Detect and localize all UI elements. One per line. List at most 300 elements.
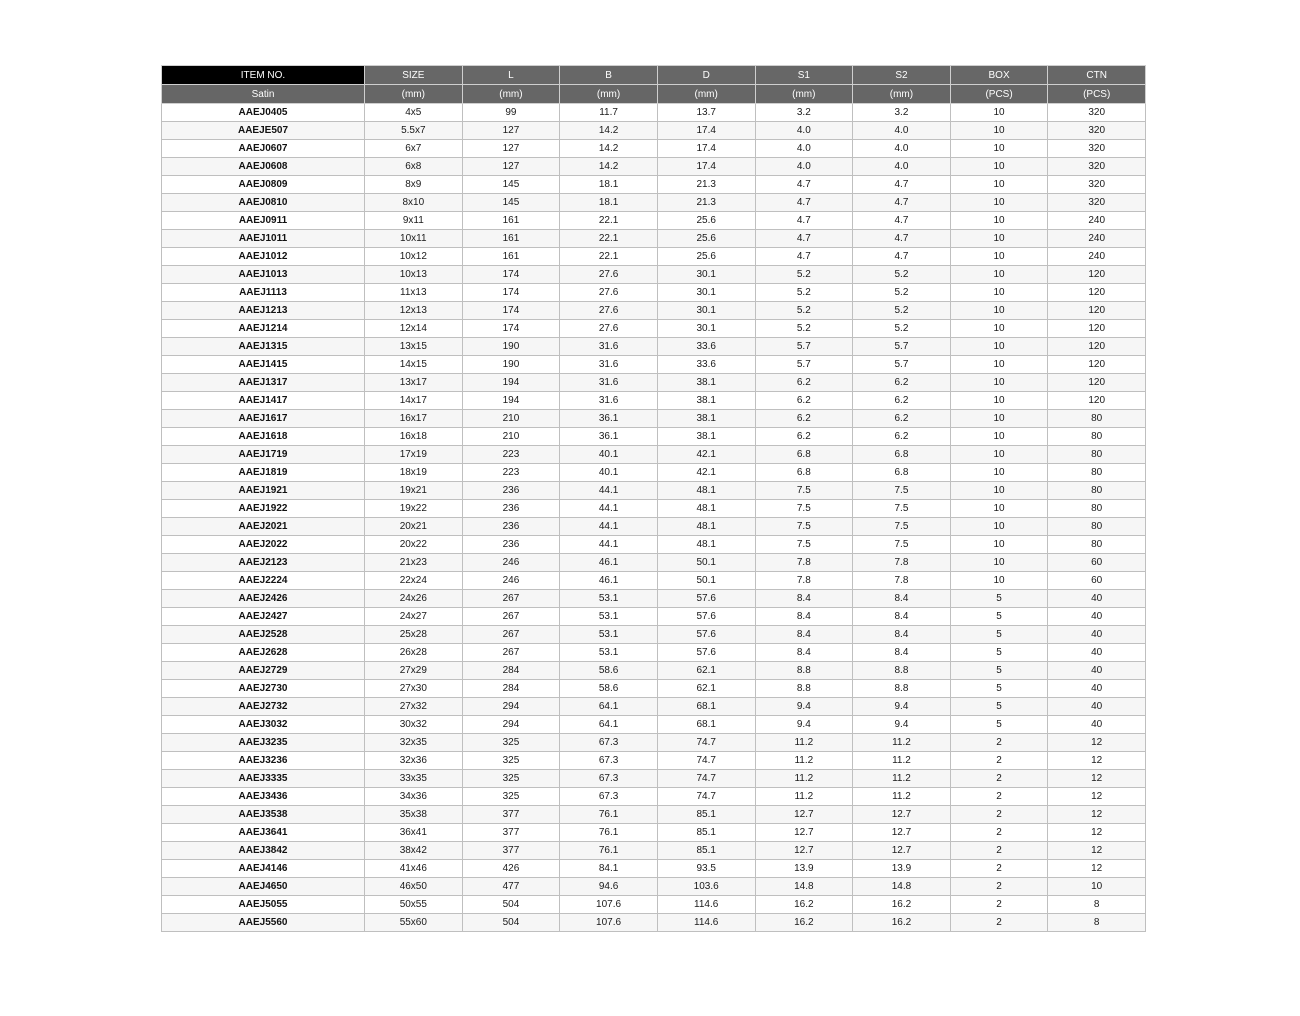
header-row-units	[162, 85, 1146, 104]
cell-s1: 9.4	[755, 698, 853, 716]
cell-b: 53.1	[560, 608, 658, 626]
cell-b: 27.6	[560, 302, 658, 320]
cell-b: 76.1	[560, 824, 658, 842]
cell-ctn: 320	[1048, 176, 1146, 194]
cell-box: 10	[950, 374, 1048, 392]
cell-s2: 5.7	[853, 356, 951, 374]
cell-s2: 12.7	[853, 806, 951, 824]
cell-ctn: 120	[1048, 356, 1146, 374]
cell-ctn: 320	[1048, 158, 1146, 176]
cell-size: 46x50	[365, 878, 463, 896]
cell-b: 84.1	[560, 860, 658, 878]
table-row	[162, 140, 1146, 158]
cell-d: 21.3	[657, 194, 755, 212]
cell-d: 74.7	[657, 788, 755, 806]
cell-l: 223	[462, 464, 560, 482]
cell-size: 14x17	[365, 392, 463, 410]
cell-box: 10	[950, 122, 1048, 140]
cell-b: 14.2	[560, 158, 658, 176]
cell-box: 2	[950, 842, 1048, 860]
header-box-unit: (PCS)	[950, 85, 1048, 104]
header-ctn: CTN	[1048, 66, 1146, 85]
cell-box: 2	[950, 914, 1048, 932]
cell-s2: 12.7	[853, 824, 951, 842]
table-row	[162, 860, 1146, 878]
cell-s1: 12.7	[755, 806, 853, 824]
table-row	[162, 320, 1146, 338]
table-row	[162, 536, 1146, 554]
cell-l: 325	[462, 752, 560, 770]
cell-s1: 6.8	[755, 464, 853, 482]
cell-s1: 3.2	[755, 104, 853, 122]
table-row	[162, 266, 1146, 284]
table-row	[162, 716, 1146, 734]
cell-size: 10x13	[365, 266, 463, 284]
cell-item-no: AAEJ5560	[162, 914, 365, 932]
cell-d: 30.1	[657, 284, 755, 302]
cell-s2: 12.7	[853, 842, 951, 860]
cell-s1: 5.7	[755, 356, 853, 374]
cell-ctn: 10	[1048, 878, 1146, 896]
cell-ctn: 12	[1048, 770, 1146, 788]
cell-s2: 4.7	[853, 248, 951, 266]
cell-box: 10	[950, 554, 1048, 572]
cell-l: 174	[462, 266, 560, 284]
cell-d: 74.7	[657, 770, 755, 788]
cell-item-no: AAEJ1012	[162, 248, 365, 266]
cell-s2: 4.7	[853, 194, 951, 212]
table-row	[162, 824, 1146, 842]
cell-box: 10	[950, 320, 1048, 338]
cell-size: 12x14	[365, 320, 463, 338]
cell-ctn: 40	[1048, 716, 1146, 734]
cell-s1: 7.8	[755, 554, 853, 572]
cell-l: 377	[462, 824, 560, 842]
cell-l: 377	[462, 842, 560, 860]
cell-ctn: 320	[1048, 104, 1146, 122]
header-box: BOX	[950, 66, 1048, 85]
cell-size: 35x38	[365, 806, 463, 824]
cell-s1: 4.7	[755, 248, 853, 266]
cell-ctn: 320	[1048, 194, 1146, 212]
cell-ctn: 320	[1048, 122, 1146, 140]
header-s2: S2	[853, 66, 951, 85]
cell-b: 18.1	[560, 194, 658, 212]
cell-size: 38x42	[365, 842, 463, 860]
cell-ctn: 40	[1048, 590, 1146, 608]
cell-item-no: AAEJE507	[162, 122, 365, 140]
cell-size: 8x10	[365, 194, 463, 212]
cell-s1: 8.8	[755, 662, 853, 680]
cell-size: 25x28	[365, 626, 463, 644]
cell-item-no: AAEJ4146	[162, 860, 365, 878]
cell-b: 53.1	[560, 644, 658, 662]
table-row	[162, 482, 1146, 500]
cell-box: 10	[950, 464, 1048, 482]
cell-s2: 7.8	[853, 554, 951, 572]
cell-size: 36x41	[365, 824, 463, 842]
cell-s2: 8.4	[853, 608, 951, 626]
cell-b: 11.7	[560, 104, 658, 122]
header-item-no: ITEM NO.	[162, 66, 365, 85]
cell-s2: 8.4	[853, 626, 951, 644]
cell-size: 33x35	[365, 770, 463, 788]
table-row	[162, 104, 1146, 122]
header-d-unit: (mm)	[657, 85, 755, 104]
cell-ctn: 12	[1048, 806, 1146, 824]
cell-s2: 6.2	[853, 428, 951, 446]
cell-l: 210	[462, 428, 560, 446]
cell-box: 2	[950, 824, 1048, 842]
cell-size: 13x15	[365, 338, 463, 356]
header-b: B	[560, 66, 658, 85]
table-row	[162, 698, 1146, 716]
table-row	[162, 572, 1146, 590]
header-b-unit: (mm)	[560, 85, 658, 104]
cell-d: 42.1	[657, 464, 755, 482]
cell-l: 127	[462, 158, 560, 176]
cell-d: 103.6	[657, 878, 755, 896]
header-l: L	[462, 66, 560, 85]
table-row	[162, 356, 1146, 374]
cell-box: 10	[950, 536, 1048, 554]
cell-s1: 8.4	[755, 626, 853, 644]
cell-item-no: AAEJ0911	[162, 212, 365, 230]
cell-s2: 5.2	[853, 266, 951, 284]
cell-s2: 5.2	[853, 302, 951, 320]
cell-item-no: AAEJ2729	[162, 662, 365, 680]
cell-size: 27x29	[365, 662, 463, 680]
cell-d: 57.6	[657, 608, 755, 626]
cell-size: 9x11	[365, 212, 463, 230]
cell-s2: 5.7	[853, 338, 951, 356]
cell-d: 17.4	[657, 158, 755, 176]
cell-s1: 7.5	[755, 500, 853, 518]
table-row	[162, 878, 1146, 896]
cell-ctn: 40	[1048, 608, 1146, 626]
cell-size: 55x60	[365, 914, 463, 932]
cell-s1: 4.0	[755, 158, 853, 176]
cell-b: 22.1	[560, 248, 658, 266]
cell-s2: 16.2	[853, 896, 951, 914]
cell-s2: 8.8	[853, 662, 951, 680]
cell-box: 2	[950, 770, 1048, 788]
cell-s2: 8.4	[853, 590, 951, 608]
cell-s2: 6.2	[853, 392, 951, 410]
cell-s1: 13.9	[755, 860, 853, 878]
cell-s2: 7.5	[853, 500, 951, 518]
table-row	[162, 518, 1146, 536]
cell-d: 33.6	[657, 356, 755, 374]
cell-box: 10	[950, 428, 1048, 446]
cell-s2: 9.4	[853, 698, 951, 716]
cell-size: 10x11	[365, 230, 463, 248]
cell-s2: 6.8	[853, 446, 951, 464]
cell-s2: 4.7	[853, 176, 951, 194]
cell-item-no: AAEJ2628	[162, 644, 365, 662]
cell-b: 40.1	[560, 464, 658, 482]
cell-item-no: AAEJ1719	[162, 446, 365, 464]
cell-ctn: 12	[1048, 752, 1146, 770]
table-row	[162, 500, 1146, 518]
cell-l: 246	[462, 572, 560, 590]
cell-item-no: AAEJ1113	[162, 284, 365, 302]
cell-b: 46.1	[560, 554, 658, 572]
table-row	[162, 680, 1146, 698]
cell-size: 21x23	[365, 554, 463, 572]
cell-ctn: 8	[1048, 914, 1146, 932]
cell-ctn: 40	[1048, 698, 1146, 716]
cell-s1: 8.4	[755, 644, 853, 662]
cell-l: 236	[462, 482, 560, 500]
cell-b: 53.1	[560, 626, 658, 644]
cell-b: 107.6	[560, 896, 658, 914]
header-s1-unit: (mm)	[755, 85, 853, 104]
cell-d: 48.1	[657, 518, 755, 536]
cell-s1: 8.8	[755, 680, 853, 698]
cell-box: 10	[950, 248, 1048, 266]
cell-s1: 4.7	[755, 176, 853, 194]
cell-size: 14x15	[365, 356, 463, 374]
table-header	[162, 66, 1146, 104]
table-row	[162, 302, 1146, 320]
cell-b: 27.6	[560, 320, 658, 338]
cell-s1: 7.5	[755, 518, 853, 536]
cell-ctn: 60	[1048, 572, 1146, 590]
cell-d: 17.4	[657, 122, 755, 140]
cell-box: 5	[950, 716, 1048, 734]
cell-box: 10	[950, 392, 1048, 410]
cell-item-no: AAEJ3236	[162, 752, 365, 770]
cell-size: 50x55	[365, 896, 463, 914]
cell-size: 16x17	[365, 410, 463, 428]
cell-item-no: AAEJ1213	[162, 302, 365, 320]
cell-s1: 6.8	[755, 446, 853, 464]
cell-s2: 8.8	[853, 680, 951, 698]
cell-item-no: AAEJ1317	[162, 374, 365, 392]
table-row	[162, 428, 1146, 446]
header-s1: S1	[755, 66, 853, 85]
cell-b: 27.6	[560, 284, 658, 302]
cell-box: 10	[950, 338, 1048, 356]
cell-d: 25.6	[657, 212, 755, 230]
cell-l: 161	[462, 230, 560, 248]
cell-l: 294	[462, 698, 560, 716]
cell-s1: 4.7	[755, 194, 853, 212]
header-d: D	[657, 66, 755, 85]
cell-s1: 16.2	[755, 896, 853, 914]
table-row	[162, 194, 1146, 212]
cell-s1: 7.5	[755, 482, 853, 500]
cell-size: 19x21	[365, 482, 463, 500]
cell-s1: 12.7	[755, 842, 853, 860]
table-row	[162, 608, 1146, 626]
cell-box: 2	[950, 752, 1048, 770]
cell-d: 85.1	[657, 806, 755, 824]
table-row	[162, 392, 1146, 410]
cell-l: 504	[462, 896, 560, 914]
cell-l: 190	[462, 356, 560, 374]
cell-b: 94.6	[560, 878, 658, 896]
cell-s2: 4.0	[853, 140, 951, 158]
cell-b: 27.6	[560, 266, 658, 284]
cell-ctn: 120	[1048, 374, 1146, 392]
cell-s2: 3.2	[853, 104, 951, 122]
cell-l: 210	[462, 410, 560, 428]
cell-item-no: AAEJ3842	[162, 842, 365, 860]
cell-size: 27x30	[365, 680, 463, 698]
cell-item-no: AAEJ2732	[162, 698, 365, 716]
cell-d: 93.5	[657, 860, 755, 878]
cell-l: 127	[462, 140, 560, 158]
cell-l: 194	[462, 374, 560, 392]
cell-item-no: AAEJ3335	[162, 770, 365, 788]
cell-s2: 4.7	[853, 230, 951, 248]
cell-s1: 8.4	[755, 590, 853, 608]
cell-size: 6x7	[365, 140, 463, 158]
cell-box: 2	[950, 806, 1048, 824]
cell-ctn: 80	[1048, 500, 1146, 518]
cell-s2: 4.7	[853, 212, 951, 230]
cell-s1: 6.2	[755, 428, 853, 446]
cell-d: 21.3	[657, 176, 755, 194]
cell-d: 68.1	[657, 716, 755, 734]
table-row	[162, 662, 1146, 680]
cell-item-no: AAEJ2528	[162, 626, 365, 644]
cell-b: 14.2	[560, 122, 658, 140]
table-row	[162, 914, 1146, 932]
cell-ctn: 240	[1048, 230, 1146, 248]
header-row-labels	[162, 66, 1146, 85]
cell-item-no: AAEJ0405	[162, 104, 365, 122]
table-row	[162, 806, 1146, 824]
cell-s2: 5.2	[853, 284, 951, 302]
cell-box: 2	[950, 734, 1048, 752]
cell-b: 31.6	[560, 356, 658, 374]
cell-item-no: AAEJ3032	[162, 716, 365, 734]
cell-item-no: AAEJ2730	[162, 680, 365, 698]
cell-s2: 13.9	[853, 860, 951, 878]
cell-ctn: 120	[1048, 266, 1146, 284]
cell-d: 13.7	[657, 104, 755, 122]
cell-d: 50.1	[657, 554, 755, 572]
cell-item-no: AAEJ2123	[162, 554, 365, 572]
cell-d: 50.1	[657, 572, 755, 590]
table-row	[162, 644, 1146, 662]
cell-b: 67.3	[560, 734, 658, 752]
cell-size: 13x17	[365, 374, 463, 392]
cell-size: 16x18	[365, 428, 463, 446]
table-row	[162, 554, 1146, 572]
cell-box: 2	[950, 788, 1048, 806]
cell-item-no: AAEJ1922	[162, 500, 365, 518]
cell-d: 74.7	[657, 752, 755, 770]
cell-s2: 5.2	[853, 320, 951, 338]
cell-l: 325	[462, 788, 560, 806]
cell-l: 504	[462, 914, 560, 932]
cell-s1: 7.8	[755, 572, 853, 590]
cell-d: 85.1	[657, 842, 755, 860]
table-row	[162, 788, 1146, 806]
cell-l: 325	[462, 734, 560, 752]
cell-b: 76.1	[560, 806, 658, 824]
cell-item-no: AAEJ5055	[162, 896, 365, 914]
cell-s1: 8.4	[755, 608, 853, 626]
cell-l: 236	[462, 518, 560, 536]
cell-b: 64.1	[560, 716, 658, 734]
cell-d: 30.1	[657, 302, 755, 320]
cell-box: 5	[950, 590, 1048, 608]
cell-s2: 16.2	[853, 914, 951, 932]
cell-b: 44.1	[560, 482, 658, 500]
cell-s2: 6.8	[853, 464, 951, 482]
cell-ctn: 12	[1048, 860, 1146, 878]
cell-d: 42.1	[657, 446, 755, 464]
table-row	[162, 338, 1146, 356]
cell-l: 294	[462, 716, 560, 734]
cell-s2: 4.0	[853, 122, 951, 140]
cell-l: 267	[462, 626, 560, 644]
cell-size: 19x22	[365, 500, 463, 518]
cell-s1: 12.7	[755, 824, 853, 842]
cell-b: 44.1	[560, 536, 658, 554]
cell-s2: 14.8	[853, 878, 951, 896]
cell-size: 11x13	[365, 284, 463, 302]
cell-size: 32x35	[365, 734, 463, 752]
cell-d: 85.1	[657, 824, 755, 842]
cell-size: 30x32	[365, 716, 463, 734]
cell-s1: 16.2	[755, 914, 853, 932]
cell-s1: 14.8	[755, 878, 853, 896]
cell-item-no: AAEJ2021	[162, 518, 365, 536]
table-row	[162, 122, 1146, 140]
cell-l: 325	[462, 770, 560, 788]
cell-item-no: AAEJ1415	[162, 356, 365, 374]
cell-box: 10	[950, 158, 1048, 176]
cell-size: 10x12	[365, 248, 463, 266]
cell-s2: 8.4	[853, 644, 951, 662]
cell-size: 24x27	[365, 608, 463, 626]
table-row	[162, 248, 1146, 266]
cell-ctn: 320	[1048, 140, 1146, 158]
cell-s1: 6.2	[755, 410, 853, 428]
cell-ctn: 80	[1048, 536, 1146, 554]
cell-box: 10	[950, 572, 1048, 590]
cell-l: 145	[462, 194, 560, 212]
cell-box: 10	[950, 446, 1048, 464]
cell-s2: 7.8	[853, 572, 951, 590]
cell-box: 2	[950, 878, 1048, 896]
cell-box: 10	[950, 266, 1048, 284]
header-ctn-unit: (PCS)	[1048, 85, 1146, 104]
cell-size: 41x46	[365, 860, 463, 878]
cell-ctn: 40	[1048, 626, 1146, 644]
cell-ctn: 240	[1048, 248, 1146, 266]
cell-s1: 4.0	[755, 122, 853, 140]
cell-item-no: AAEJ2224	[162, 572, 365, 590]
cell-l: 236	[462, 500, 560, 518]
cell-box: 10	[950, 500, 1048, 518]
cell-box: 10	[950, 284, 1048, 302]
cell-d: 68.1	[657, 698, 755, 716]
cell-ctn: 8	[1048, 896, 1146, 914]
cell-ctn: 40	[1048, 662, 1146, 680]
cell-ctn: 12	[1048, 788, 1146, 806]
table-row	[162, 590, 1146, 608]
cell-item-no: AAEJ1013	[162, 266, 365, 284]
cell-ctn: 240	[1048, 212, 1146, 230]
cell-s2: 7.5	[853, 518, 951, 536]
